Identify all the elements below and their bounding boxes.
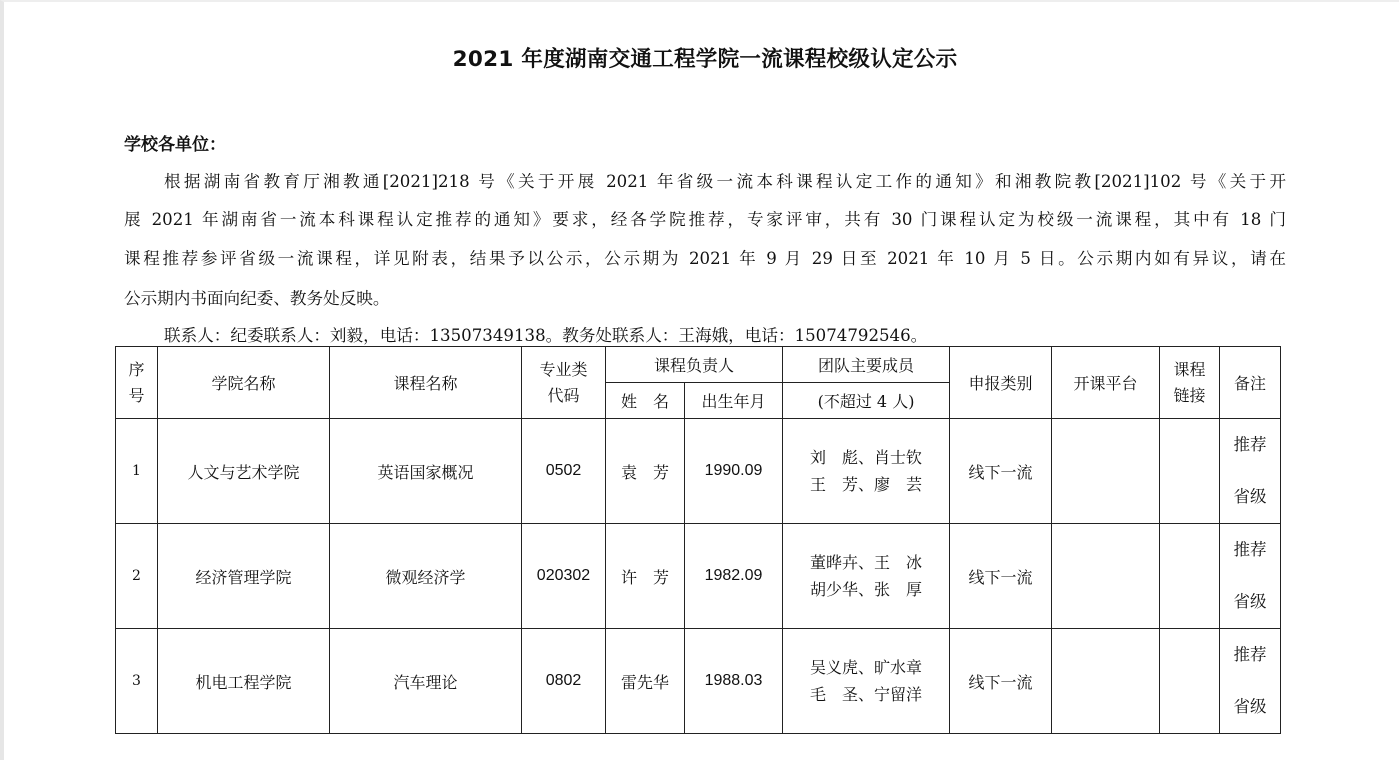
cell-leader-name: 许 芳	[606, 524, 685, 629]
paragraph-line-2: 展 2021 年湖南省一流本科课程认定推荐的通知》要求，经各学院推荐，专家评审，共有 30 门课程认定为校级一流课程，其中有 18 门	[124, 210, 1286, 229]
cell-course: 英语国家概况	[330, 419, 522, 524]
cell-platform	[1052, 524, 1160, 629]
cell-major-code: 0502	[522, 419, 606, 524]
cell-platform	[1052, 419, 1160, 524]
cell-category: 线下一流	[950, 419, 1052, 524]
cell-serial: 1	[116, 419, 158, 524]
remark-line: 推荐	[1233, 435, 1267, 454]
header-team-note: (不超过 4 人)	[783, 383, 950, 419]
remark-line: 推荐	[1233, 540, 1267, 559]
cell-serial: 2	[116, 524, 158, 629]
header-major-code: 专业类代码	[522, 347, 606, 419]
paragraph-line-4: 公示期内书面向纪委、教务处反映。	[124, 289, 390, 308]
cell-serial: 3	[116, 629, 158, 734]
cell-major-code: 020302	[522, 524, 606, 629]
contact-line: 联系人：纪委联系人：刘毅，电话：13507349138。教务处联系人：王海娥，电话：15074792546。	[164, 326, 928, 345]
cell-course: 汽车理论	[330, 629, 522, 734]
cell-leader-name: 雷先华	[606, 629, 685, 734]
cell-college: 人文与艺术学院	[158, 419, 330, 524]
header-link: 课程链接	[1160, 347, 1220, 419]
salutation: 学校各单位：	[124, 135, 226, 155]
cell-team	[783, 419, 950, 524]
header-remark: 备注	[1220, 347, 1281, 419]
table-row	[116, 419, 1281, 524]
table-header-row	[116, 347, 1281, 383]
cell-leader-birth: 1982.09	[685, 524, 783, 629]
cell-leader-birth: 1988.03	[685, 629, 783, 734]
table-row	[116, 524, 1281, 629]
team-member-line: 刘 彪、肖士钦	[810, 448, 923, 467]
header-leader: 课程负责人	[606, 347, 783, 383]
team-member-line: 吴义虎、旷水章	[810, 658, 923, 677]
header-college: 学院名称	[158, 347, 330, 419]
cell-remark	[1220, 524, 1281, 629]
cell-link	[1160, 524, 1220, 629]
cell-category: 线下一流	[950, 629, 1052, 734]
paragraph-line-3: 课程推荐参评省级一流课程，详见附表，结果予以公示，公示期为 2021 年 9 月 29 日至 2021 年 10 月 5 日。公示期内如有异议，请在	[124, 249, 1286, 268]
team-member-line: 王 芳、廖 芸	[810, 475, 923, 494]
remark-line: 省级	[1233, 697, 1267, 716]
cell-college: 经济管理学院	[158, 524, 330, 629]
cell-leader-name: 袁 芳	[606, 419, 685, 524]
cell-category: 线下一流	[950, 524, 1052, 629]
header-team: 团队主要成员	[783, 347, 950, 383]
document-title: 2021 年度湖南交通工程学院一流课程校级认定公示	[452, 47, 958, 72]
paragraph-line-1: 根据湖南省教育厅湘教通[2021]218 号《关于开展 2021 年省级一流本科课程认定工作的通知》和湘教院教[2021]102 号《关于开	[164, 172, 1286, 191]
header-category: 申报类别	[950, 347, 1052, 419]
cell-platform	[1052, 629, 1160, 734]
table-row	[116, 629, 1281, 734]
cell-leader-birth: 1990.09	[685, 419, 783, 524]
cell-team	[783, 524, 950, 629]
cell-college: 机电工程学院	[158, 629, 330, 734]
remark-line: 省级	[1233, 487, 1267, 506]
header-serial: 序号	[116, 347, 158, 419]
cell-course: 微观经济学	[330, 524, 522, 629]
team-member-line: 毛 圣、宁留洋	[810, 685, 923, 704]
remark-line: 省级	[1233, 592, 1267, 611]
header-course: 课程名称	[330, 347, 522, 419]
cell-remark	[1220, 629, 1281, 734]
cell-link	[1160, 629, 1220, 734]
cell-major-code: 0802	[522, 629, 606, 734]
header-platform: 开课平台	[1052, 347, 1160, 419]
remark-line: 推荐	[1233, 645, 1267, 664]
cell-remark	[1220, 419, 1281, 524]
cell-link	[1160, 419, 1220, 524]
cell-team	[783, 629, 950, 734]
team-member-line: 董晔卉、王 冰	[810, 553, 923, 572]
header-leader-name: 姓 名	[606, 383, 685, 419]
team-member-line: 胡少华、张 厚	[810, 580, 923, 599]
header-leader-birth: 出生年月	[685, 383, 783, 419]
course-table	[115, 346, 1281, 734]
